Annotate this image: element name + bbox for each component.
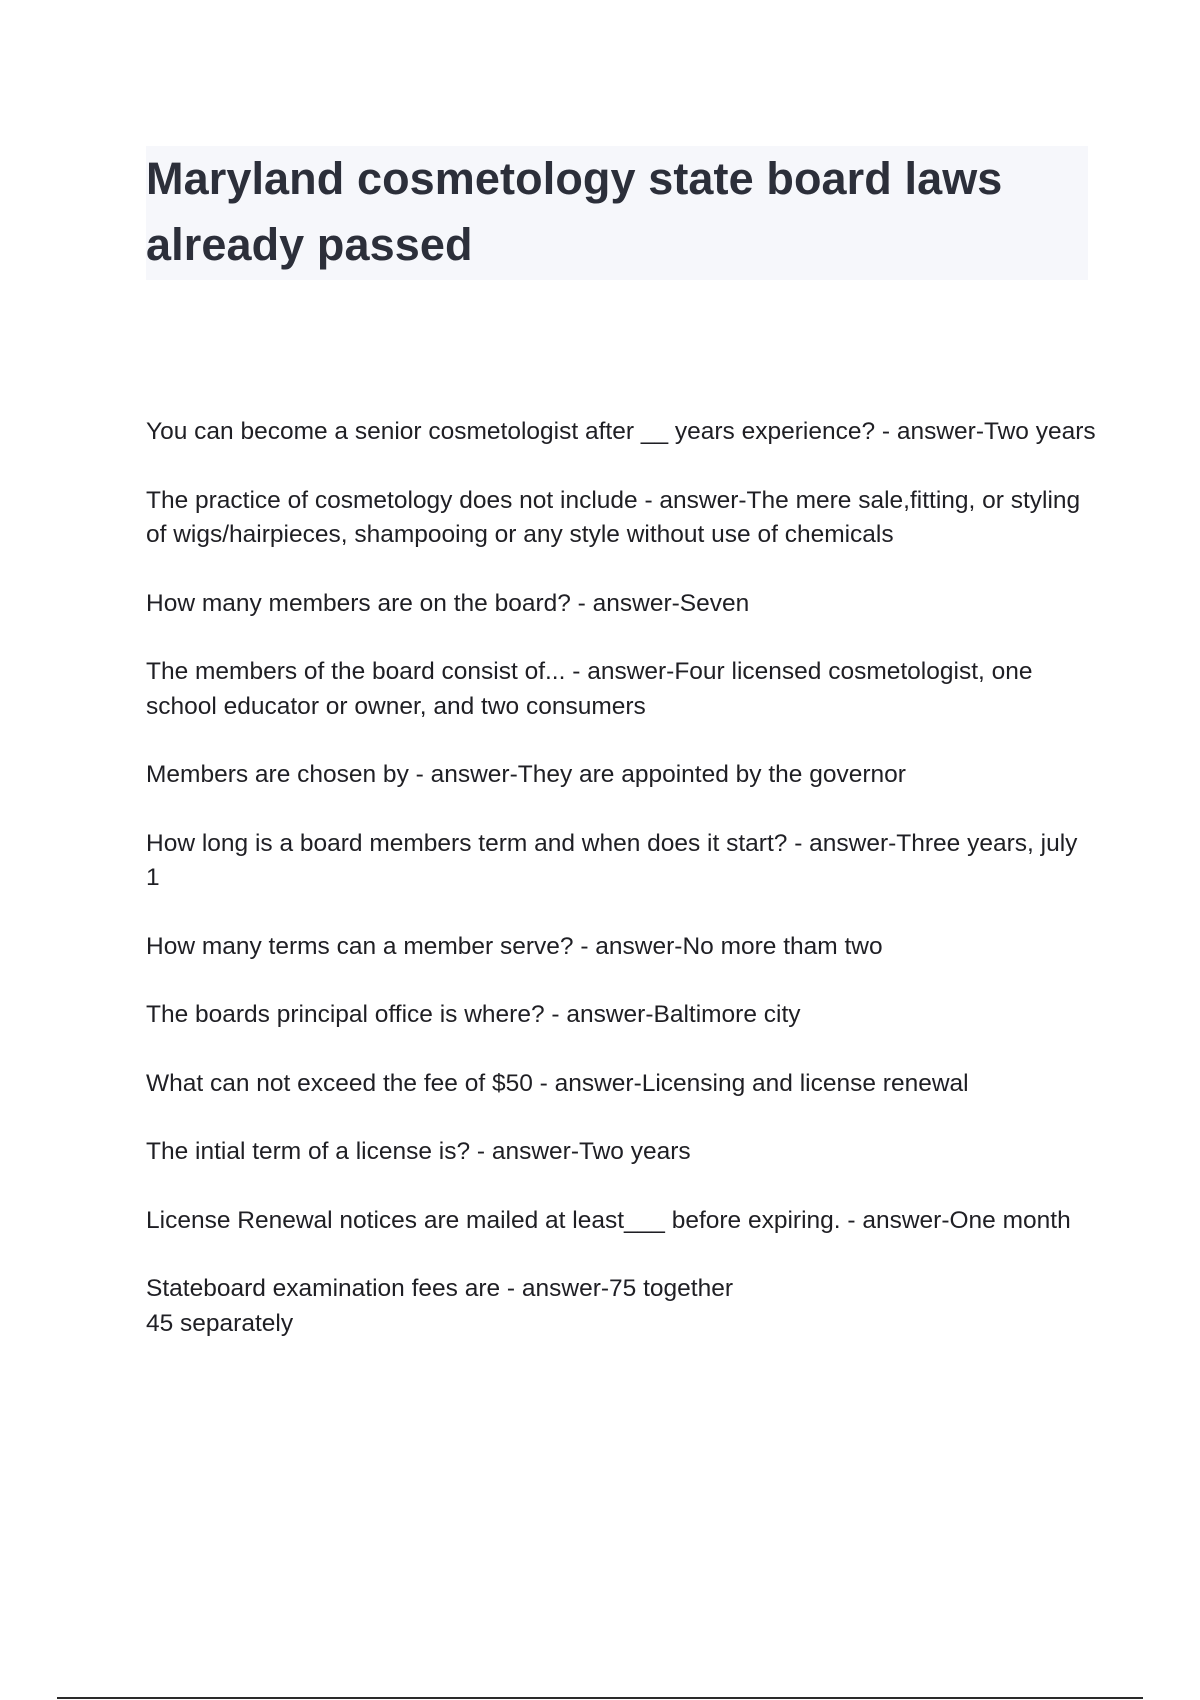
footer-divider [57,1697,1143,1699]
qa-item-fee-limit: What can not exceed the fee of $50 - answer-Licensing and license renewal [146,1069,969,1097]
qa-item-exam-fees: Stateboard examination fees are - answer-75 together 45 separately [146,1275,733,1337]
qa-item-senior-cosmetologist: You can become a senior cosmetologist after __ years experience? - answer-Two years [146,418,1096,445]
title-block [146,146,1088,280]
qa-item-board-composition: The members of the board consist of... - answer-Four licensed cosmetologist, one school educator or owner, and two consumers [146,658,1033,720]
qa-list [146,415,1096,1375]
qa-item-member-appointment: Members are chosen by - answer-They are appointed by the governor [146,761,906,788]
qa-item-renewal-notices: License Renewal notices are mailed at least___ before expiring. - answer-One month [146,1206,1071,1234]
qa-item-board-member-count: How many members are on the board? - answer-Seven [146,589,750,617]
qa-item-principal-office: The boards principal office is where? - answer-Baltimore city [146,1001,801,1028]
page-title: Maryland cosmetology state board laws already passed [146,153,1003,270]
qa-item-initial-license-term: The intial term of a license is? - answer-Two years [146,1138,691,1165]
qa-item-term-limit: How many terms can a member serve? - answer-No more tham two [146,932,883,960]
qa-item-term-length: How long is a board members term and when does it start? - answer-Three years, july 1 [146,829,1078,891]
qa-item-practice-exclusions: The practice of cosmetology does not include - answer-The mere sale,fitting, or styling of wigs/hairpieces, shampooing or any style without use of chemicals [146,486,1081,548]
